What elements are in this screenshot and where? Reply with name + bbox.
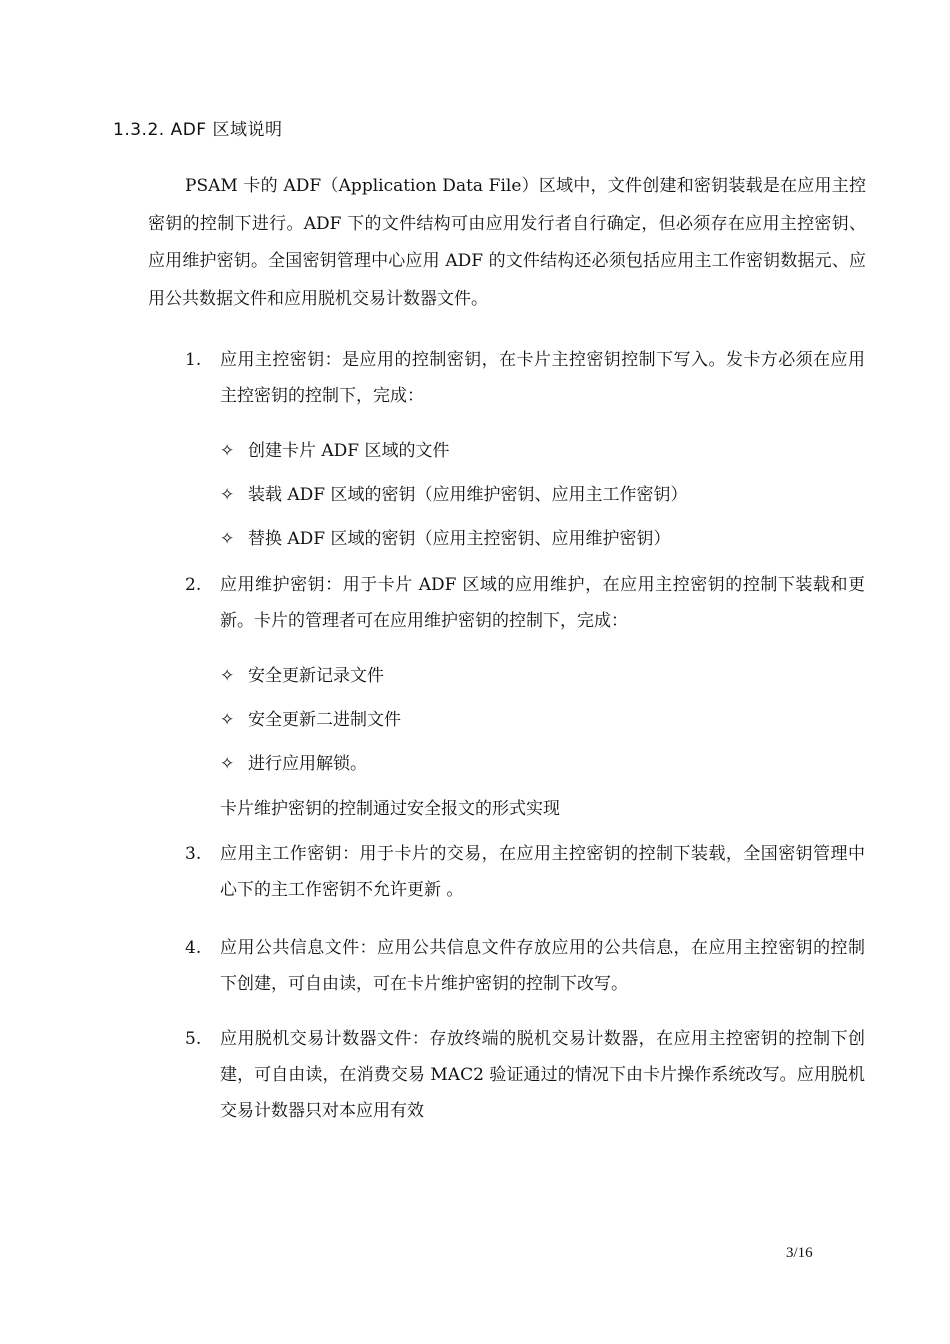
list-item	[185, 836, 865, 908]
list-item	[185, 342, 865, 414]
list-text: 应用脱机交易计数器文件：存放终端的脱机交易计数器，在应用主控密钥的控制下创建，可自由读，在消费交易 MAC2 验证通过的情况下由卡片操作系统改写。应用脱机交易计数器只对本应用有效	[220, 1029, 865, 1121]
list-text: 应用主工作密钥：用于卡片的交易，在应用主控密钥的控制下装载，全国密钥管理中心下的主工作密钥不允许更新 。	[220, 844, 865, 900]
bullet-text: 进行应用解锁。	[248, 754, 367, 774]
section-heading: 1.3.2. ADF 区域说明	[113, 120, 283, 140]
list-number: 1.	[185, 350, 202, 370]
list-text: 应用公共信息文件：应用公共信息文件存放应用的公共信息，在应用主控密钥的控制下创建，可自由读，可在卡片维护密钥的控制下改写。	[220, 938, 865, 994]
bullet-icon: ✧	[220, 441, 235, 461]
list-text: 应用维护密钥：用于卡片 ADF 区域的应用维护，在应用主控密钥的控制下装载和更新。卡片的管理者可在应用维护密钥的控制下，完成：	[220, 575, 865, 631]
bullet-item	[220, 524, 671, 554]
list-number: 5.	[185, 1029, 202, 1049]
list-item	[185, 1021, 865, 1129]
bullet-text: 安全更新记录文件	[248, 666, 384, 686]
page-number: 3/16	[786, 1245, 813, 1261]
list-number: 3.	[185, 844, 202, 864]
bullet-text: 安全更新二进制文件	[248, 710, 401, 730]
bullet-item	[220, 436, 450, 466]
bullet-icon: ✧	[220, 754, 235, 774]
list-item	[185, 567, 865, 639]
intro-paragraph: PSAM 卡的 ADF（Application Data File）区域中，文件创建和密钥装载是在应用主控密钥的控制下进行。ADF 下的文件结构可由应用发行者自行确定，但必须存在应用主控密钥、应用维护密钥。全国密钥管理中心应用 ADF 的文件结构还必须包括应用主工作密钥数据元、应用公共数据文件和应用脱机交易计数器文件。	[148, 176, 866, 309]
bullet-text: 创建卡片 ADF 区域的文件	[248, 441, 450, 461]
list-item	[185, 930, 865, 1002]
bullet-text: 替换 ADF 区域的密钥（应用主控密钥、应用维护密钥）	[248, 529, 671, 549]
bullet-item	[220, 661, 384, 691]
bullet-item	[220, 480, 688, 510]
list-number: 2.	[185, 575, 202, 595]
bullet-item	[220, 705, 401, 735]
list-text: 应用主控密钥：是应用的控制密钥，在卡片主控密钥控制下写入。发卡方必须在应用主控密钥的控制下，完成：	[220, 350, 865, 406]
bullet-icon: ✧	[220, 529, 235, 549]
bullet-icon: ✧	[220, 666, 235, 686]
list-number: 4.	[185, 938, 202, 958]
bullet-icon: ✧	[220, 710, 235, 730]
bullet-icon: ✧	[220, 485, 235, 505]
bullet-text: 装载 ADF 区域的密钥（应用维护密钥、应用主工作密钥）	[248, 485, 688, 505]
bullet-item	[220, 749, 367, 779]
note-text: 卡片维护密钥的控制通过安全报文的形式实现	[220, 799, 560, 819]
